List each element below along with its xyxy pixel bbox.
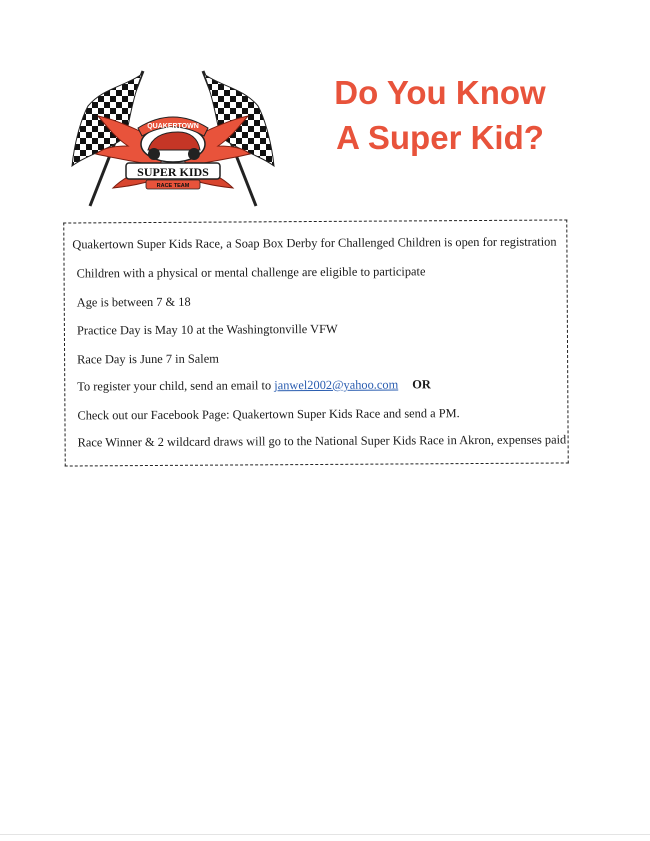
- info-box: [63, 219, 568, 466]
- info-line-register: [77, 377, 431, 394]
- info-line-age: Age is between 7 & 18: [76, 294, 191, 310]
- headline: [300, 70, 580, 160]
- headline-line-1: Do You Know: [334, 74, 546, 111]
- scan-edge-line: [0, 834, 650, 835]
- or-text: OR: [412, 377, 431, 392]
- headline-line-2: A Super Kid?: [336, 119, 544, 156]
- logo-top-text: QUAKERTOWN: [147, 123, 199, 130]
- logo-sub-text: RACE TEAM: [156, 183, 190, 189]
- info-line-race-day: Race Day is June 7 in Salem: [77, 351, 219, 367]
- email-link[interactable]: janwel2002@yahoo.com: [274, 377, 399, 393]
- logo-main-text: SUPER KIDS: [137, 165, 209, 179]
- info-line-race-winner: Race Winner & 2 wildcard draws will go to the National Super Kids Race in Akron, expenses paid: [77, 432, 567, 450]
- info-line-practice-day: Practice Day is May 10 at the Washingtonville VFW: [76, 321, 338, 338]
- quakertown-super-kids-logo: [68, 66, 278, 211]
- info-line-registration: Quakertown Super Kids Race, a Soap Box Derby for Challenged Children is open for registration: [72, 234, 557, 252]
- info-line-eligibility: Children with a physical or mental challenge are eligible to participate: [76, 264, 426, 281]
- register-text: To register your child, send an email to: [77, 378, 275, 394]
- info-line-facebook: Check out our Facebook Page: Quakertown Super Kids Race and send a PM.: [77, 406, 460, 423]
